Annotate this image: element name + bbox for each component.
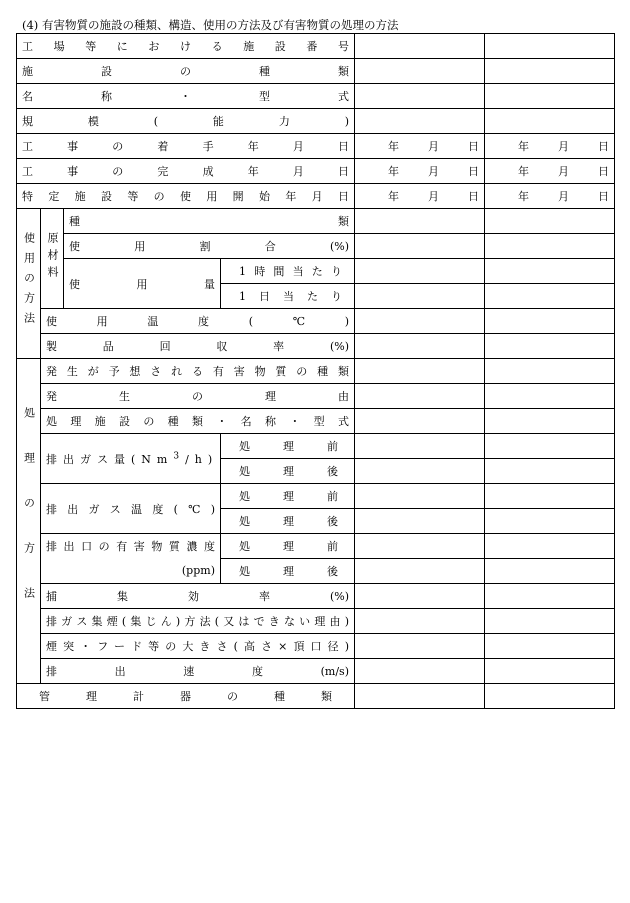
month-unit: 月 bbox=[558, 190, 569, 203]
value-cell[interactable] bbox=[355, 334, 485, 359]
row-name-model bbox=[17, 84, 615, 109]
row-exhaust-volume-before bbox=[17, 434, 615, 459]
day-unit: 日 bbox=[468, 190, 479, 203]
row-cause bbox=[17, 384, 615, 409]
value-cell[interactable] bbox=[355, 409, 485, 434]
row-instrument-type bbox=[17, 684, 615, 709]
month-unit: 月 bbox=[558, 165, 569, 178]
label-usage-start: 特定施設等の使用開始年月日 bbox=[17, 184, 355, 209]
label-cause: 発生の理由 bbox=[41, 384, 355, 409]
date-cell[interactable] bbox=[355, 159, 485, 184]
label-usage-ratio: 使用割合(%) bbox=[64, 234, 355, 259]
value-cell[interactable] bbox=[355, 434, 485, 459]
value-cell[interactable] bbox=[485, 259, 615, 284]
value-cell[interactable] bbox=[485, 484, 615, 509]
label-chimney-size: 煙突・フード等の大きさ(高さ×頂口径) bbox=[41, 634, 355, 659]
date-cell[interactable] bbox=[485, 184, 615, 209]
label-exit-velocity: 排出速度(m/s) bbox=[41, 659, 355, 684]
label-construction-end: 工事の完成年月日 bbox=[17, 159, 355, 184]
year-unit: 年 bbox=[388, 140, 399, 153]
label-per-hour: 1時間当たり bbox=[221, 259, 355, 284]
value-cell[interactable] bbox=[355, 84, 485, 109]
row-construction-end bbox=[17, 159, 615, 184]
label-before: 処理前 bbox=[221, 434, 355, 459]
value-cell[interactable] bbox=[355, 584, 485, 609]
label-instrument-type: 管理計器の種類 bbox=[17, 684, 355, 709]
value-cell[interactable] bbox=[485, 509, 615, 534]
label-raw-materials: 原材料 bbox=[41, 209, 64, 309]
month-unit: 月 bbox=[428, 140, 439, 153]
row-chimney-size bbox=[17, 634, 615, 659]
value-cell[interactable] bbox=[485, 334, 615, 359]
label-capture-eff: 捕集効率(%) bbox=[41, 584, 355, 609]
value-cell[interactable] bbox=[485, 234, 615, 259]
label-treatment-facility: 処理施設の種類・名称・型式 bbox=[41, 409, 355, 434]
value-cell[interactable] bbox=[485, 609, 615, 634]
value-cell[interactable] bbox=[355, 609, 485, 634]
year-unit: 年 bbox=[518, 190, 529, 203]
row-outlet-conc-after bbox=[17, 559, 615, 584]
month-unit: 月 bbox=[428, 165, 439, 178]
value-cell[interactable] bbox=[355, 109, 485, 134]
label-name-model: 名称・型式 bbox=[17, 84, 355, 109]
row-outlet-conc-before bbox=[17, 534, 615, 559]
year-unit: 年 bbox=[388, 165, 399, 178]
value-cell[interactable] bbox=[485, 109, 615, 134]
row-usage-temp bbox=[17, 309, 615, 334]
label-product-recovery: 製品回収率(%) bbox=[41, 334, 355, 359]
value-cell[interactable] bbox=[485, 659, 615, 684]
day-unit: 日 bbox=[468, 140, 479, 153]
value-cell[interactable] bbox=[355, 634, 485, 659]
value-cell[interactable] bbox=[355, 284, 485, 309]
row-construction-start bbox=[17, 134, 615, 159]
value-cell[interactable] bbox=[355, 684, 485, 709]
label-before: 処理前 bbox=[221, 484, 355, 509]
value-cell[interactable] bbox=[485, 359, 615, 384]
value-cell[interactable] bbox=[485, 459, 615, 484]
date-cell[interactable] bbox=[355, 184, 485, 209]
value-cell[interactable] bbox=[355, 384, 485, 409]
value-cell[interactable] bbox=[355, 234, 485, 259]
value-cell[interactable] bbox=[355, 209, 485, 234]
row-exit-velocity bbox=[17, 659, 615, 684]
value-cell[interactable] bbox=[355, 509, 485, 534]
row-facility-number bbox=[17, 34, 615, 59]
row-usage-start bbox=[17, 184, 615, 209]
value-cell[interactable] bbox=[355, 559, 485, 584]
value-cell[interactable] bbox=[485, 684, 615, 709]
value-cell[interactable] bbox=[355, 59, 485, 84]
hazardous-facility-table bbox=[16, 33, 615, 709]
value-cell[interactable] bbox=[355, 534, 485, 559]
value-cell[interactable] bbox=[485, 409, 615, 434]
label-after: 処理後 bbox=[221, 559, 355, 584]
year-unit: 年 bbox=[518, 165, 529, 178]
value-cell[interactable] bbox=[485, 634, 615, 659]
value-cell[interactable] bbox=[485, 59, 615, 84]
value-cell[interactable] bbox=[355, 34, 485, 59]
value-cell[interactable] bbox=[485, 384, 615, 409]
value-cell[interactable] bbox=[485, 434, 615, 459]
date-cell[interactable] bbox=[355, 134, 485, 159]
value-cell[interactable] bbox=[355, 359, 485, 384]
value-cell[interactable] bbox=[355, 259, 485, 284]
row-usage-per-hour bbox=[17, 259, 615, 284]
day-unit: 日 bbox=[468, 165, 479, 178]
label-before: 処理前 bbox=[221, 534, 355, 559]
label-outlet-conc-unit: (ppm) bbox=[41, 559, 221, 584]
date-cell[interactable] bbox=[485, 159, 615, 184]
value-cell[interactable] bbox=[485, 34, 615, 59]
row-usage-ratio bbox=[17, 234, 615, 259]
day-unit: 日 bbox=[598, 165, 609, 178]
value-cell[interactable] bbox=[355, 484, 485, 509]
value-cell[interactable] bbox=[485, 534, 615, 559]
year-unit: 年 bbox=[388, 190, 399, 203]
label-outlet-conc: 排出口の有害物質濃度 bbox=[41, 534, 221, 559]
month-unit: 月 bbox=[558, 140, 569, 153]
value-cell[interactable] bbox=[485, 209, 615, 234]
label-usage-amount: 使用量 bbox=[64, 259, 221, 309]
year-unit: 年 bbox=[518, 140, 529, 153]
label-scale: 規模(能力) bbox=[17, 109, 355, 134]
row-capture-eff bbox=[17, 584, 615, 609]
label-exhaust-volume: 排出ガス量(Nm$^3$/h) bbox=[41, 434, 221, 484]
label-after: 処理後 bbox=[221, 459, 355, 484]
label-construction-start: 工事の着手年月日 bbox=[17, 134, 355, 159]
row-material-type bbox=[17, 209, 615, 234]
value-cell[interactable] bbox=[355, 659, 485, 684]
label-exhaust-temp: 排出ガス温度(℃) bbox=[41, 484, 221, 534]
row-scale bbox=[17, 109, 615, 134]
day-unit: 日 bbox=[598, 140, 609, 153]
value-cell[interactable] bbox=[485, 284, 615, 309]
label-expected-substance: 発生が予想される有害物質の種類 bbox=[41, 359, 355, 384]
form-title: (4) 有害物質の施設の種類、構造、使用の方法及び有害物質の処理の方法 bbox=[22, 18, 399, 32]
label-treatment-method: 処理の方法 bbox=[17, 359, 41, 684]
label-facility-number: 工場等における施設番号 bbox=[17, 34, 355, 59]
value-cell[interactable] bbox=[355, 459, 485, 484]
label-facility-type: 施設の種類 bbox=[17, 59, 355, 84]
row-exhaust-temp-before bbox=[17, 484, 615, 509]
day-unit: 日 bbox=[598, 190, 609, 203]
label-after: 処理後 bbox=[221, 509, 355, 534]
row-product-recovery bbox=[17, 334, 615, 359]
date-cell[interactable] bbox=[485, 134, 615, 159]
value-cell[interactable] bbox=[485, 84, 615, 109]
label-usage-temp: 使用温度(℃) bbox=[41, 309, 355, 334]
row-treatment-facility bbox=[17, 409, 615, 434]
label-collection-method: 排ガス集煙(集じん)方法(又はできない理由) bbox=[41, 609, 355, 634]
value-cell[interactable] bbox=[485, 309, 615, 334]
label-per-day: 1日当たり bbox=[221, 284, 355, 309]
row-collection-method bbox=[17, 609, 615, 634]
month-unit: 月 bbox=[428, 190, 439, 203]
value-cell[interactable] bbox=[485, 559, 615, 584]
value-cell[interactable] bbox=[355, 309, 485, 334]
label-usage-method: 使用の方法 bbox=[17, 209, 41, 359]
row-expected-substance bbox=[17, 359, 615, 384]
row-facility-type bbox=[17, 59, 615, 84]
value-cell[interactable] bbox=[485, 584, 615, 609]
label-material-type: 種類 bbox=[64, 209, 355, 234]
